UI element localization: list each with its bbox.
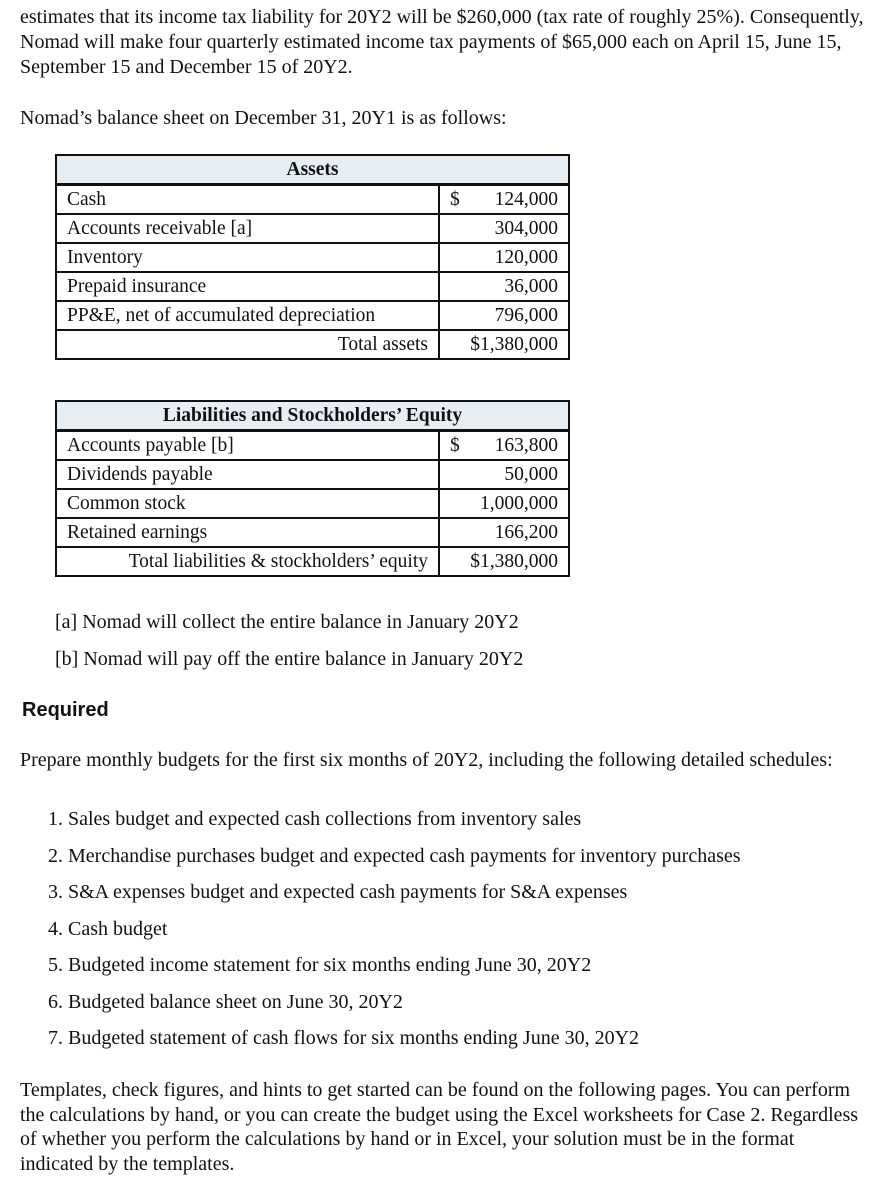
list-item: 1. Sales budget and expected cash collections from inventory sales [68,806,741,843]
row-label: Retained earnings [56,518,439,547]
table-row [56,272,569,301]
row-label: Prepaid insurance [56,272,439,301]
footnote-a: [a] Nomad will collect the entire balance in January 20Y2 [55,611,519,633]
row-label: Dividends payable [56,460,439,489]
row-value: 304,000 [494,217,558,239]
row-label: Common stock [56,489,439,518]
list-item: 6. Budgeted balance sheet on June 30, 20Y2 [68,989,741,1026]
table-row [56,431,569,461]
schedule-list [28,806,741,1062]
row-value-cell [439,243,569,272]
row-label: Cash [56,185,439,215]
liabilities-table [55,400,570,577]
row-value-cell [439,272,569,301]
table-row [56,489,569,518]
total-liabilities-label: Total liabilities & stockholders’ equity [56,547,439,576]
currency-symbol: $ [450,188,460,210]
table-row [56,518,569,547]
table-row [56,460,569,489]
row-label: PP&E, net of accumulated depreciation [56,301,439,330]
footnote-b: [b] Nomad will pay off the entire balance in January 20Y2 [55,648,524,670]
row-label: Inventory [56,243,439,272]
row-value: 36,000 [504,275,558,297]
table-row [56,243,569,272]
row-value: 163,800 [494,434,558,456]
row-value-cell [439,518,569,547]
total-assets-value: $1,380,000 [439,330,569,359]
row-value-cell [439,489,569,518]
row-value: 50,000 [504,463,558,485]
assets-table [55,154,570,360]
row-value-cell [439,214,569,243]
row-value-cell [439,460,569,489]
table-row [56,214,569,243]
assets-header: Assets [56,155,569,185]
row-value: 124,000 [494,188,558,210]
row-value: 166,200 [494,521,558,543]
row-value: 120,000 [494,246,558,268]
table-row [56,301,569,330]
row-label: Accounts receivable [a] [56,214,439,243]
table-row [56,185,569,215]
required-intro: Prepare monthly budgets for the first six months of 20Y2, including the following detailed schedules: [20,749,833,771]
closing-paragraph: Templates, check figures, and hints to get started can be found on the following pages. You can perform the calculations by hand, or you can create the budget using the Excel worksheets for Case 2. Regardless of whether you perform the calculations by hand or in Excel, your solution must be in the format indicated by the templates. [20,1079,859,1175]
row-value-cell [439,301,569,330]
list-item: 5. Budgeted income statement for six months ending June 30, 20Y2 [68,952,741,989]
row-value-cell [439,431,569,461]
list-item: 3. S&A expenses budget and expected cash payments for S&A expenses [68,879,741,916]
list-item: 7. Budgeted statement of cash flows for six months ending June 30, 20Y2 [68,1025,741,1062]
row-value: 1,000,000 [480,492,558,514]
balance-sheet-intro: Nomad’s balance sheet on December 31, 20Y1 is as follows: [20,107,507,129]
intro-paragraph: estimates that its income tax liability for 20Y2 will be $260,000 (tax rate of roughly 25%). Consequently, Nomad will make four quarterly estimated income tax payments of $65,000 each on April 15, June 15, September 15 and December 15 of 20Y2. [20,6,864,78]
row-value-cell [439,185,569,215]
total-assets-label: Total assets [56,330,439,359]
total-liabilities-value: $1,380,000 [439,547,569,576]
table-row [56,547,569,576]
currency-symbol: $ [450,434,460,456]
row-label: Accounts payable [b] [56,431,439,461]
table-row [56,330,569,359]
required-heading: Required [22,699,109,721]
list-item: 4. Cash budget [68,916,741,953]
liabilities-header: Liabilities and Stockholders’ Equity [56,401,569,431]
list-item: 2. Merchandise purchases budget and expected cash payments for inventory purchases [68,843,741,880]
row-value: 796,000 [494,304,558,326]
